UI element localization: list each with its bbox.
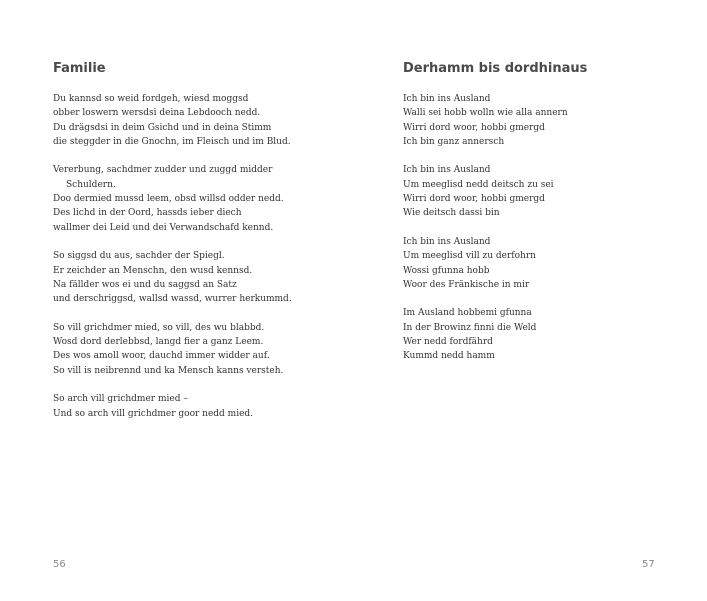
- stanza-2: [53, 163, 343, 234]
- poem-line: So siggsd du aus, sachder der Spiegl.: [53, 251, 225, 262]
- poem-line: So vill grichdmer mied, so vill, des wu blabbd.: [53, 322, 265, 333]
- poem-line: Wirri dord woor, hobbi gmergd: [403, 194, 545, 205]
- page-number-right: 57: [642, 559, 655, 570]
- poem-line: Woor des Fränkische in mir: [403, 279, 530, 290]
- stanza-5: [53, 392, 343, 421]
- poem-line: Um meeglisd nedd deitsch zu sei: [403, 179, 554, 190]
- stanza-4: [403, 306, 693, 363]
- poem-line: So arch vill grichdmer mied –: [53, 394, 188, 405]
- stanza-3: [403, 235, 693, 292]
- left-page: [0, 0, 353, 601]
- poem-line: Des wos amoll woor, dauchd immer widder auf.: [53, 351, 270, 362]
- poem-line: Na fällder wos ei und du saggsd an Satz: [53, 279, 237, 290]
- poem-familie: [53, 92, 343, 435]
- poem-line: Des lichd in der Oord, hassds ieber diech: [53, 208, 242, 219]
- poem-line: Ich bin ganz annersch: [403, 136, 505, 147]
- poem-line: Ich bin ins Ausland: [403, 165, 491, 176]
- poem-line: Du drägsdsi in deim Gsichd und in deina Stimm: [53, 122, 272, 133]
- poem-line: Wosd dord derlebbsd, langd fier a ganz Leem.: [53, 337, 264, 348]
- poem-line: Ich bin ins Ausland: [403, 236, 491, 247]
- poem-line: Doo dermied mussd leem, obsd willsd odder nedd.: [53, 194, 284, 205]
- poem-title-familie: Familie: [53, 61, 106, 76]
- stanza-3: [53, 249, 343, 306]
- stanza-1: [403, 92, 693, 149]
- poem-line: Er zeichder an Menschn, den wusd kennsd.: [53, 265, 253, 276]
- stanza-4: [53, 321, 343, 378]
- poem-line: Im Ausland hobbemi gfunna: [403, 308, 532, 319]
- poem-line: die steggder in die Gnochn, im Fleisch und im Blud.: [53, 136, 291, 147]
- right-page: [354, 0, 707, 601]
- poem-line: Wirri dord woor, hobbi gmergd: [403, 122, 545, 133]
- poem-line: Walli sei hobb wolln wie alla annern: [403, 108, 568, 119]
- poem-line: Vererbung, sachdmer zudder und zuggd midder: [53, 165, 273, 176]
- poem-title-derhamm: Derhamm bis dordhinaus: [403, 61, 588, 76]
- poem-line: wallmer dei Leid und dei Verwandschafd kennd.: [53, 222, 274, 233]
- stanza-1: [53, 92, 343, 149]
- poem-line: Wie deitsch dassi bin: [403, 208, 500, 219]
- poem-line: So vill is neibrennd und ka Mensch kanns versteh.: [53, 365, 284, 376]
- poem-line: und derschriggsd, wallsd wassd, wurrer herkummd.: [53, 294, 292, 305]
- poem-derhamm: [403, 92, 693, 378]
- poem-line: Ich bin ins Ausland: [403, 94, 491, 104]
- poem-line: Um meeglisd vill zu derfohrn: [403, 251, 536, 262]
- poem-line: Kummd nedd hamm: [403, 351, 495, 362]
- poem-line: Wer nedd fordfährd: [403, 337, 493, 348]
- poem-line: obber loswern wersdsi deina Lebdooch nedd.: [53, 108, 261, 119]
- poem-line: Wossi gfunna hobb: [403, 265, 490, 276]
- page-number-left: 56: [53, 559, 66, 570]
- poem-line: Und so arch vill grichdmer goor nedd mied.: [53, 408, 254, 419]
- poem-line-continuation: Schuldern.: [66, 179, 116, 190]
- stanza-2: [403, 163, 693, 220]
- poem-line: Du kannsd so weid fordgeh, wiesd moggsd: [53, 94, 249, 104]
- poem-line: In der Browinz finni die Weld: [403, 322, 537, 333]
